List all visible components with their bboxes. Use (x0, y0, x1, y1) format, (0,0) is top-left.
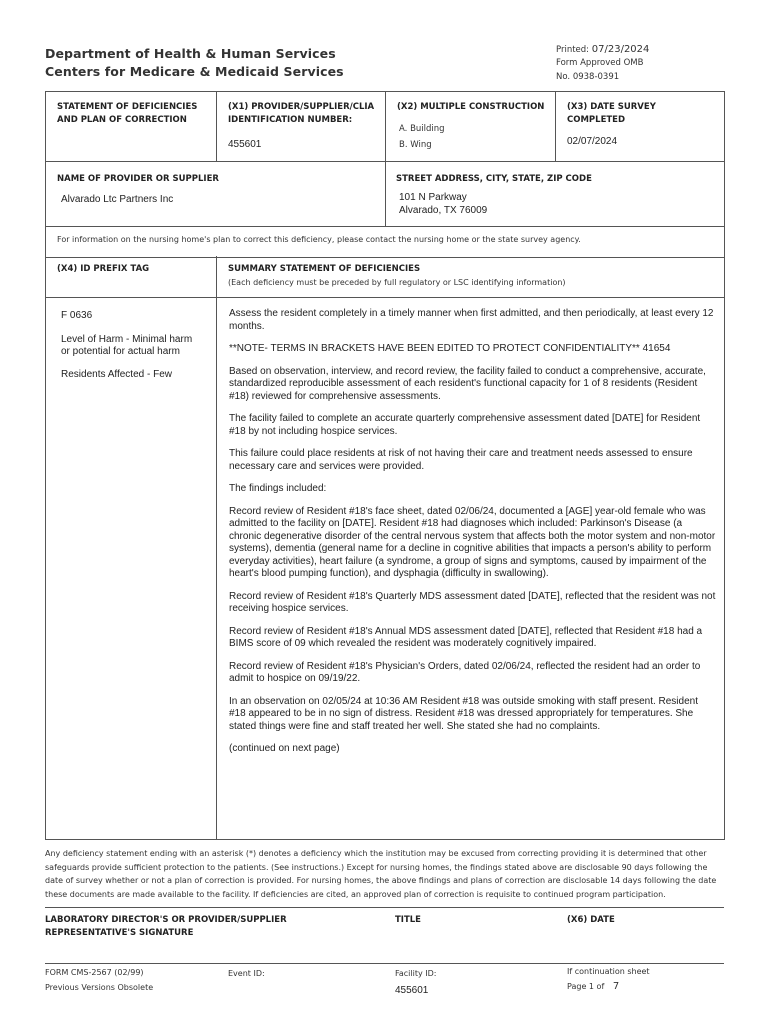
paragraph: This failure could place residents at risk of not having their care and treatment needs assessed to ensure necessary care and services were provided. (229, 448, 693, 472)
printed-date: 07/23/2024 (591, 44, 650, 55)
wing-label: B. Wing (399, 140, 432, 150)
survey-date-value: 02/07/2024 (567, 136, 618, 147)
title-label: TITLE (395, 915, 421, 925)
paragraph: The findings included: (229, 483, 327, 494)
info-note: For information on the nursing home's plan to correct this deficiency, please contact the nursing home or the state survey agency. (57, 235, 581, 244)
form-approved: Form Approved OMB (556, 58, 644, 68)
building-label: A. Building (399, 124, 445, 134)
paragraph: Record review of Resident #18's Physician's Orders, dated 02/06/24, reflected the resident had an order to admit to hospice on 09/19/22. (229, 660, 701, 684)
page-indicator (567, 981, 619, 992)
x2-label: (X2) MULTIPLE CONSTRUCTION (397, 102, 545, 112)
divider (45, 297, 724, 298)
x1-label: (X1) PROVIDER/SUPPLIER/CLIA IDENTIFICATION NUMBER: (228, 102, 375, 125)
department-title: Department of Health & Human Services (45, 46, 336, 61)
paragraph: Assess the resident completely in a timely manner when first admitted, and then periodically, at least every 12 months. (229, 308, 714, 332)
harm-level: Level of Harm - Minimal harm or potential for actual harm (61, 333, 193, 357)
paragraph: In an observation on 02/05/24 at 10:36 AM Resident #18 was outside smoking with staff present. Resident #18 appeared to be in no sign of distress. Resident #18 was dressed appropriately for temperatures. She stated things were fine and staff treated her well. She stated she had no complaints. (229, 695, 698, 732)
divider (216, 91, 217, 161)
x3-label: (X3) DATE SURVEY COMPLETED (567, 102, 656, 125)
provider-name-label: NAME OF PROVIDER OR SUPPLIER (57, 174, 219, 184)
id-prefix-label: (X4) ID PREFIX TAG (57, 264, 150, 274)
paragraph: (continued on next page) (229, 743, 340, 754)
page-total: 7 (612, 981, 620, 992)
divider (385, 91, 386, 226)
address-label: STREET ADDRESS, CITY, STATE, ZIP CODE (396, 174, 592, 184)
divider (555, 91, 556, 161)
facility-id-label: Facility ID: (395, 969, 437, 978)
form-id: FORM CMS-2567 (02/99) (45, 968, 144, 977)
address-value: 101 N Parkway Alvarado, TX 76009 (399, 192, 488, 216)
paragraph: Based on observation, interview, and record review, the facility failed to conduct a comprehensive, accurate, standardized reproducible assessment of each resident's functional capacity for 1 of 8 residents (Resident #18) reviewed for comprehensive assessments. (229, 365, 706, 402)
page-label: Page 1 of (567, 982, 605, 991)
footnote: Any deficiency statement ending with an asterisk (*) denotes a deficiency which the institution may be excused from correcting providing it is determined that other safeguards provide sufficient protection to the patients. (See instructions.) Except for nursing homes, the findings stated above are disclosable 90 days following the date of survey whether or not a plan of correction is provided. For nursing homes, the above findings and plans of correction are disclosable 14 days following the date these documents are made available to the facility. If deficiencies are cited, an approved plan of correction is requisite to continued program participation. (45, 849, 717, 899)
statement-label: STATEMENT OF DEFICIENCIES AND PLAN OF CORRECTION (57, 102, 198, 125)
event-id-label: Event ID: (228, 969, 265, 978)
paragraph: Record review of Resident #18's Quarterly MDS assessment dated [DATE], reflected that the resident was not receiving hospice services. (229, 590, 716, 614)
tag-id: F 0636 (61, 310, 93, 321)
deficiency-text (229, 308, 717, 766)
facility-id-value: 455601 (395, 985, 429, 996)
paragraph: **NOTE- TERMS IN BRACKETS HAVE BEEN EDITED TO PROTECT CONFIDENTIALITY** 41654 (229, 343, 671, 354)
printed-line (556, 44, 649, 55)
date-label: (X6) DATE (567, 915, 615, 925)
residents-affected: Residents Affected - Few (61, 368, 172, 380)
omb-number: No. 0938-0391 (556, 72, 620, 82)
provider-name-value: Alvarado Ltc Partners Inc (61, 194, 174, 205)
divider (45, 907, 724, 908)
centers-title: Centers for Medicare & Medicaid Services (45, 64, 344, 79)
divider (45, 226, 724, 227)
printed-label: Printed: (556, 45, 590, 55)
provider-id-value: 455601 (228, 139, 262, 150)
summary-sub: (Each deficiency must be preceded by full regulatory or LSC identifying information) (228, 278, 566, 287)
divider (45, 963, 724, 964)
divider (216, 256, 217, 840)
obsolete-note: Previous Versions Obsolete (45, 983, 154, 992)
paragraph: Record review of Resident #18's Annual MDS assessment dated [DATE], reflected that Resident #18 had a BIMS score of 09 which revealed the resident was moderately cognitively impaired. (229, 625, 703, 649)
paragraph: The facility failed to complete an accurate quarterly comprehensive assessment dated [DATE] for Resident #18 by not including hospice services. (229, 413, 701, 437)
signature-label: LABORATORY DIRECTOR'S OR PROVIDER/SUPPLIER REPRESENTATIVE'S SIGNATURE (45, 915, 287, 938)
summary-label: SUMMARY STATEMENT OF DEFICIENCIES (228, 264, 421, 274)
continuation-label: If continuation sheet (567, 967, 650, 976)
paragraph: Record review of Resident #18's face sheet, dated 02/06/24, documented a [AGE] year-old female who was admitted to the facility on [DATE]. Resident #18 had diagnoses which included: Parkinson's Disease (a chronic degenerative disorder of the central nervous system that affects both the motor system and non-motor systems), dementia (general name for a decline in cognitive abilities that impacts a person's ability to perform everyday activities), heart failure (a syndrome, a group of signs and symptoms, caused by impairment of the heart's blood pumping function), and dysphagia (difficulty in swallowing). (229, 505, 716, 579)
tag-column (61, 310, 211, 381)
